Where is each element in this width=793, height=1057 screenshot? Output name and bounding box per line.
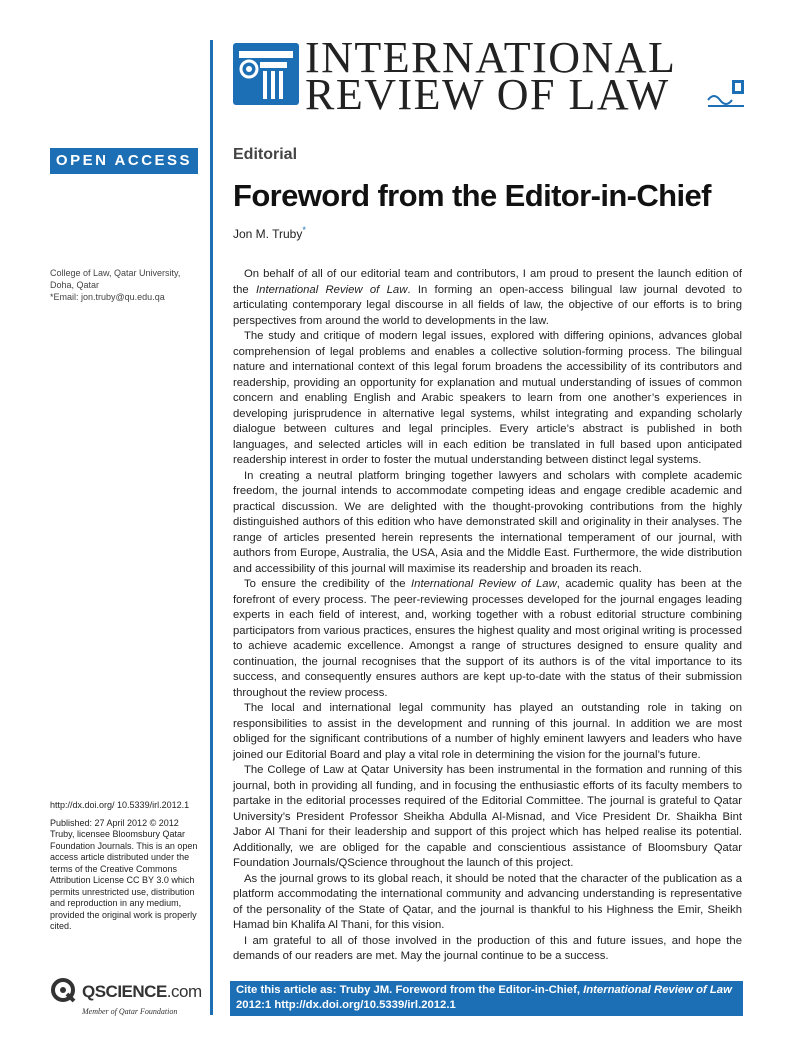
publication-meta xyxy=(50,800,200,939)
journal-logo-column-icon xyxy=(233,43,299,105)
section-label: Editorial xyxy=(233,146,298,163)
body-paragraph: As the journal grows to its global reach, it should be noted that the character of the publication as a platform accommodating the international community and advancing understanding is representative of the personality of the State of Qatar, and the journal is thankful to his Highness the Emir, Sheikh Hamad bin Khalifa Al Thani, for this vision. xyxy=(233,872,742,931)
journal-title-line1: INTERNATIONAL xyxy=(305,33,677,82)
article-title: Foreword from the Editor-in-Chief xyxy=(233,178,711,213)
author-affiliation xyxy=(50,267,200,303)
journal-title-line2: REVIEW OF LAW xyxy=(305,70,670,119)
author-footnote-mark[interactable]: * xyxy=(302,225,306,235)
author-email[interactable]: *Email: jon.truby@qu.edu.qa xyxy=(50,292,165,302)
qscience-wordmark xyxy=(82,982,202,1002)
article-author xyxy=(233,225,306,241)
qatar-university-logo-icon xyxy=(706,78,746,112)
citation-doi-link[interactable]: 2012:1 http://dx.doi.org/10.5339/irl.2012.1 xyxy=(236,999,456,1011)
article-body xyxy=(233,267,742,965)
affiliation-text: College of Law, Qatar University, Doha, Qatar xyxy=(50,268,181,290)
citation-box xyxy=(230,981,743,1016)
citation-prefix: Cite this article as: Truby JM. Foreword from the Editor-in-Chief, xyxy=(236,984,584,996)
doi-link[interactable]: http://dx.doi.org/ 10.5339/irl.2012.1 xyxy=(50,800,190,810)
author-name: Jon M. Truby xyxy=(233,227,303,241)
qscience-member-line: Member of Qatar Foundation xyxy=(82,1007,178,1016)
qscience-tld: .com xyxy=(166,982,202,1001)
body-paragraph: On behalf of all of our editorial team and contributors, I am proud to present the launch edition of the International Review of Law. In forming an open-access bilingual law journal devoted to articulating contemporary legal discourse in all fields of law, the objective of our efforts is to bring perspectives from around the world to developments in the law. xyxy=(233,268,743,327)
body-paragraph: I am grateful to all of those involved in the production of this and future issues, and hope the demands of our readers are met. May the journal continue to be a success. xyxy=(233,934,742,962)
citation-journal: International Review of Law xyxy=(583,984,732,996)
qscience-brand: QSCIENCE xyxy=(82,982,167,1001)
column-divider xyxy=(210,40,213,1015)
license-text: Published: 27 April 2012 © 2012 Truby, licensee Bloomsbury Qatar Foundation Journals. This is an open access article distributed under the terms of the Creative Commons Attribution License CC BY 3.0 which permits unrestricted use, distribution and reproduction in any medium, provided the original work is properly cited. xyxy=(50,817,198,931)
body-paragraph: To ensure the credibility of the International Review of Law, academic quality has been at the forefront of every process. The peer-reviewing processes developed for the journal engages leading experts in each field of interest, and, working together with a robust editorial structure combining participators from various practices, ensures the highest quality and most original writing is processed to achieve academic excellence. Amongst a range of structures designed to ensure quality and continuation, the journal recognises that the support of its authors is of the vital importance to its success, and consequently ensures authors are kept up-to-date with the status of their submission throughout the review process. xyxy=(233,578,742,699)
body-paragraph: The College of Law at Qatar University has been instrumental in the formation and running of this journal, both in providing all funding, and in focusing the enthusiastic efforts of its faculty members to partake in the editorial processes required of the Editorial Committee. The journal is grateful to Qatar University’s President Professor Sheikha Abdulla Al-Misnad, and Vice President Dr. Shaikha Bint Jabor Al Thani for their leadership and support of this project which has helped realise its potential. Additionally, we are obliged for the capable and conscientious assistance of Bloomsbury Qatar Foundation Journals/QScience throughout the launch of this project. xyxy=(233,764,742,869)
body-paragraph: The local and international legal community has played an outstanding role in taking on responsibilities to assist in the development and running of this journal. In addition we are most obliged for the significant contributions of a number of highly eminent lawyers and leaders who have joined our Editorial Board and play a vital role in determining the vision for the journal’s future. xyxy=(233,702,742,761)
body-paragraph: The study and critique of modern legal issues, explored with differing opinions, advances global comprehension of legal problems and enables a collective solution-forming process. The bilingual nature and international context of this legal forum broadens the accessibility of its contributors and readership, providing an opportunity for explanation and mutual understanding of issues of common concern and enabling English and Arabic speakers to learn from one another’s experiences in developing jurisprudence in alternative legal systems, whilst integrating and expanding scholarly dialogue between cultures and legal principles. Every article’s abstract is published in both languages, and selected articles will in each edition be translated in full based upon anticipated readership interest in order to foster the mutual understanding between distinct legal systems. xyxy=(233,330,742,466)
body-paragraph: In creating a neutral platform bringing together lawyers and scholars with complete academic freedom, the journal intends to accommodate competing ideas and engage credible academic and practical discussion. We are delighted with the thought-provoking contributions from the highly distinguished authors of this edition who have demonstrated skill and originality in their analyses. The range of articles presented herein represents the international temperament of our journal, with authors from Europe, Australia, the USA, Asia and the Middle East. Furthermore, the wide distribution and accessibility of this journal will maximise its readership and broaden its reach. xyxy=(233,469,742,575)
qscience-icon xyxy=(50,977,78,1003)
open-access-badge: OPEN ACCESS xyxy=(50,148,198,174)
